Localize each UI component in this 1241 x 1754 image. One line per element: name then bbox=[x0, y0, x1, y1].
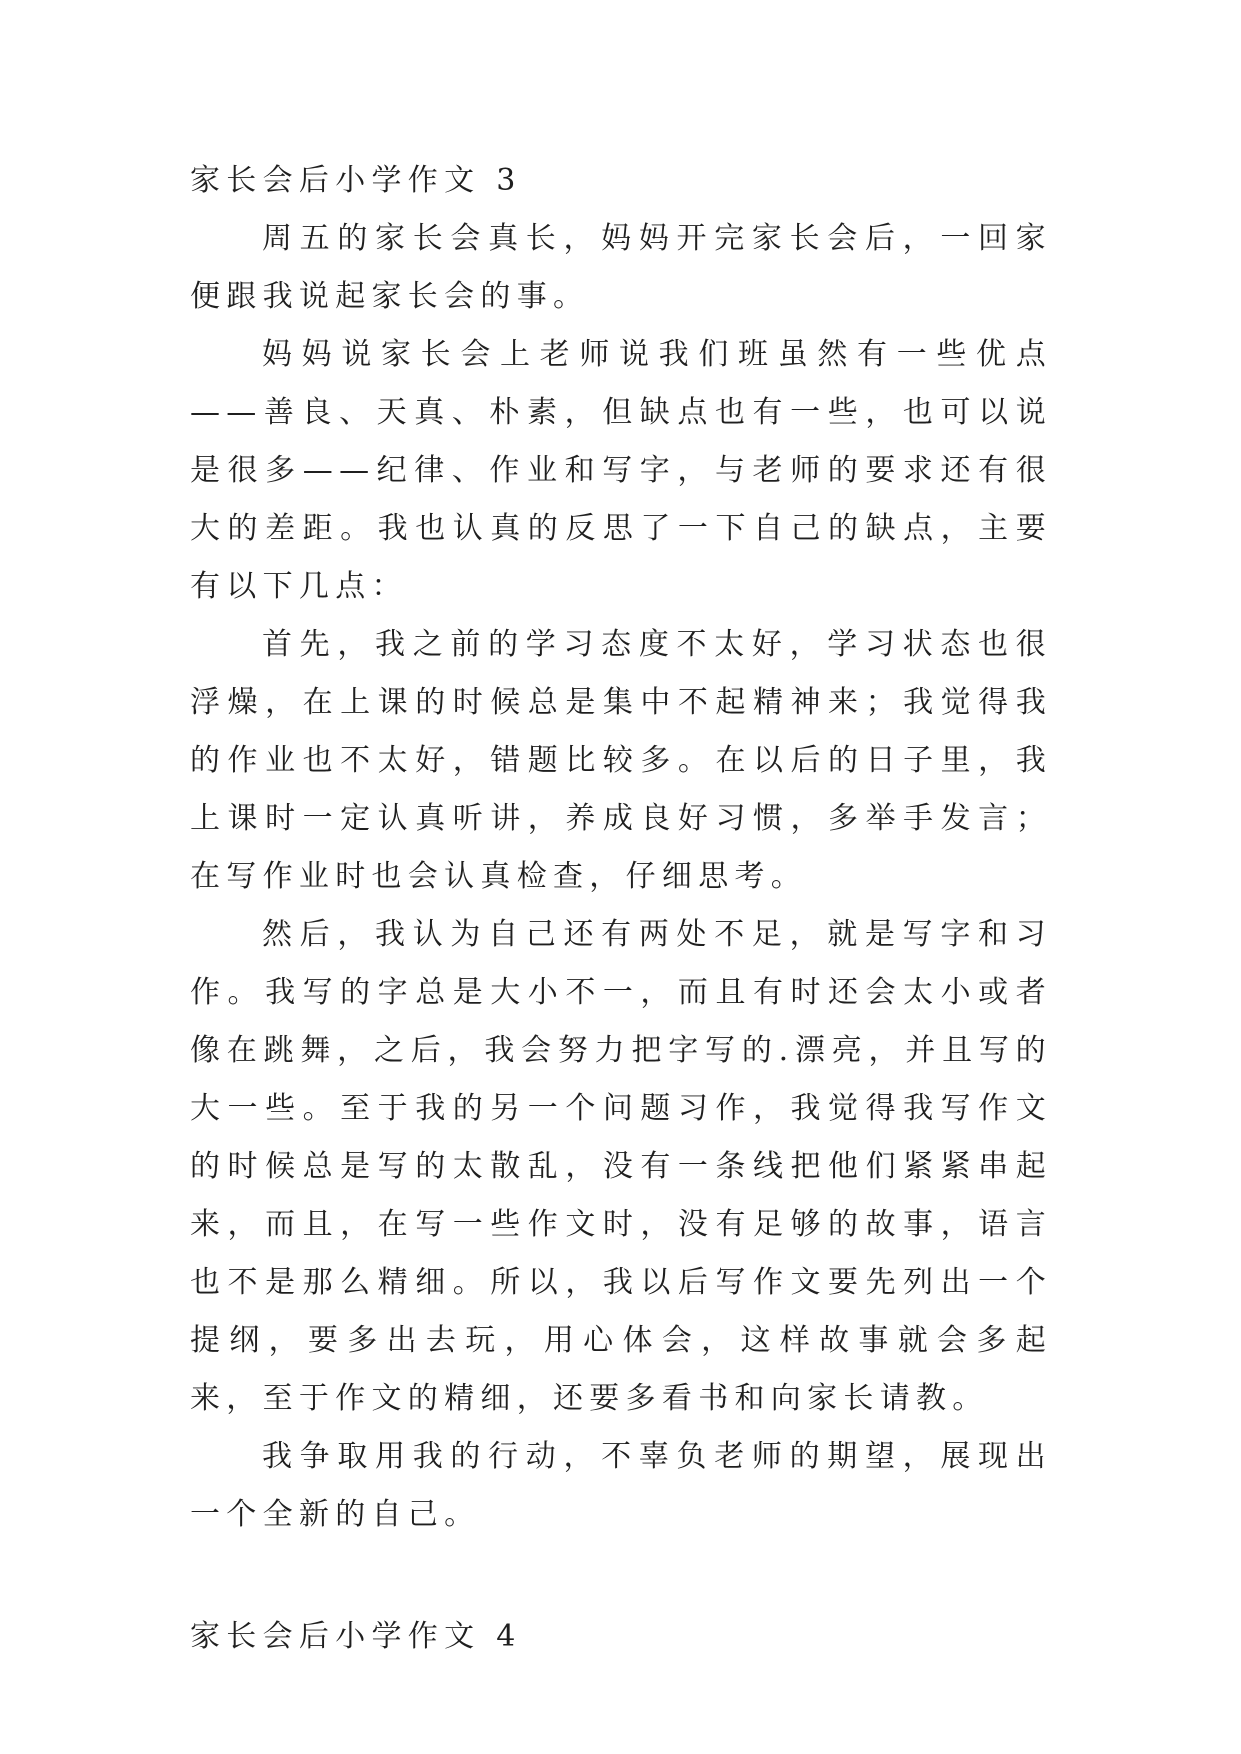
section-4-title: 家长会后小学作文 4 bbox=[190, 1619, 522, 1654]
paragraph-3: 首先，我之前的学习态度不太好，学习状态也很浮燥，在上课的时候总是集中不起精神来；我觉得我的作业也不太好，错题比较多。在以后的日子里，我上课时一定认真听讲，养成良好习惯，多举手发言；在写作业时也会认真检查，仔细思考。 bbox=[190, 627, 1052, 894]
section-spacer bbox=[190, 1544, 1052, 1608]
document-body bbox=[190, 152, 1052, 1666]
paragraph-2: 妈妈说家长会上老师说我们班虽然有一些优点——善良、天真、朴素，但缺点也有一些，也可以说是很多——纪律、作业和写字，与老师的要求还有很大的差距。我也认真的反思了一下自己的缺点，主要有以下几点： bbox=[190, 337, 1052, 604]
paragraph-5: 我争取用我的行动，不辜负老师的期望，展现出一个全新的自己。 bbox=[190, 1439, 1052, 1532]
section-3-title: 家长会后小学作文 3 bbox=[190, 163, 522, 198]
paragraph-4: 然后，我认为自己还有两处不足，就是写字和习作。我写的字总是大小不一，而且有时还会太小或者像在跳舞，之后，我会努力把字写的.漂亮，并且写的大一些。至于我的另一个问题习作，我觉得我写作文的时候总是写的太散乱，没有一条线把他们紧紧串起来，而且，在写一些作文时，没有足够的故事，语言也不是那么精细。所以，我以后写作文要先列出一个提纲，要多出去玩，用心体会，这样故事就会多起来，至于作文的精细，还要多看书和向家长请教。 bbox=[190, 917, 1052, 1416]
paragraph-1: 周五的家长会真长，妈妈开完家长会后，一回家便跟我说起家长会的事。 bbox=[190, 221, 1052, 314]
